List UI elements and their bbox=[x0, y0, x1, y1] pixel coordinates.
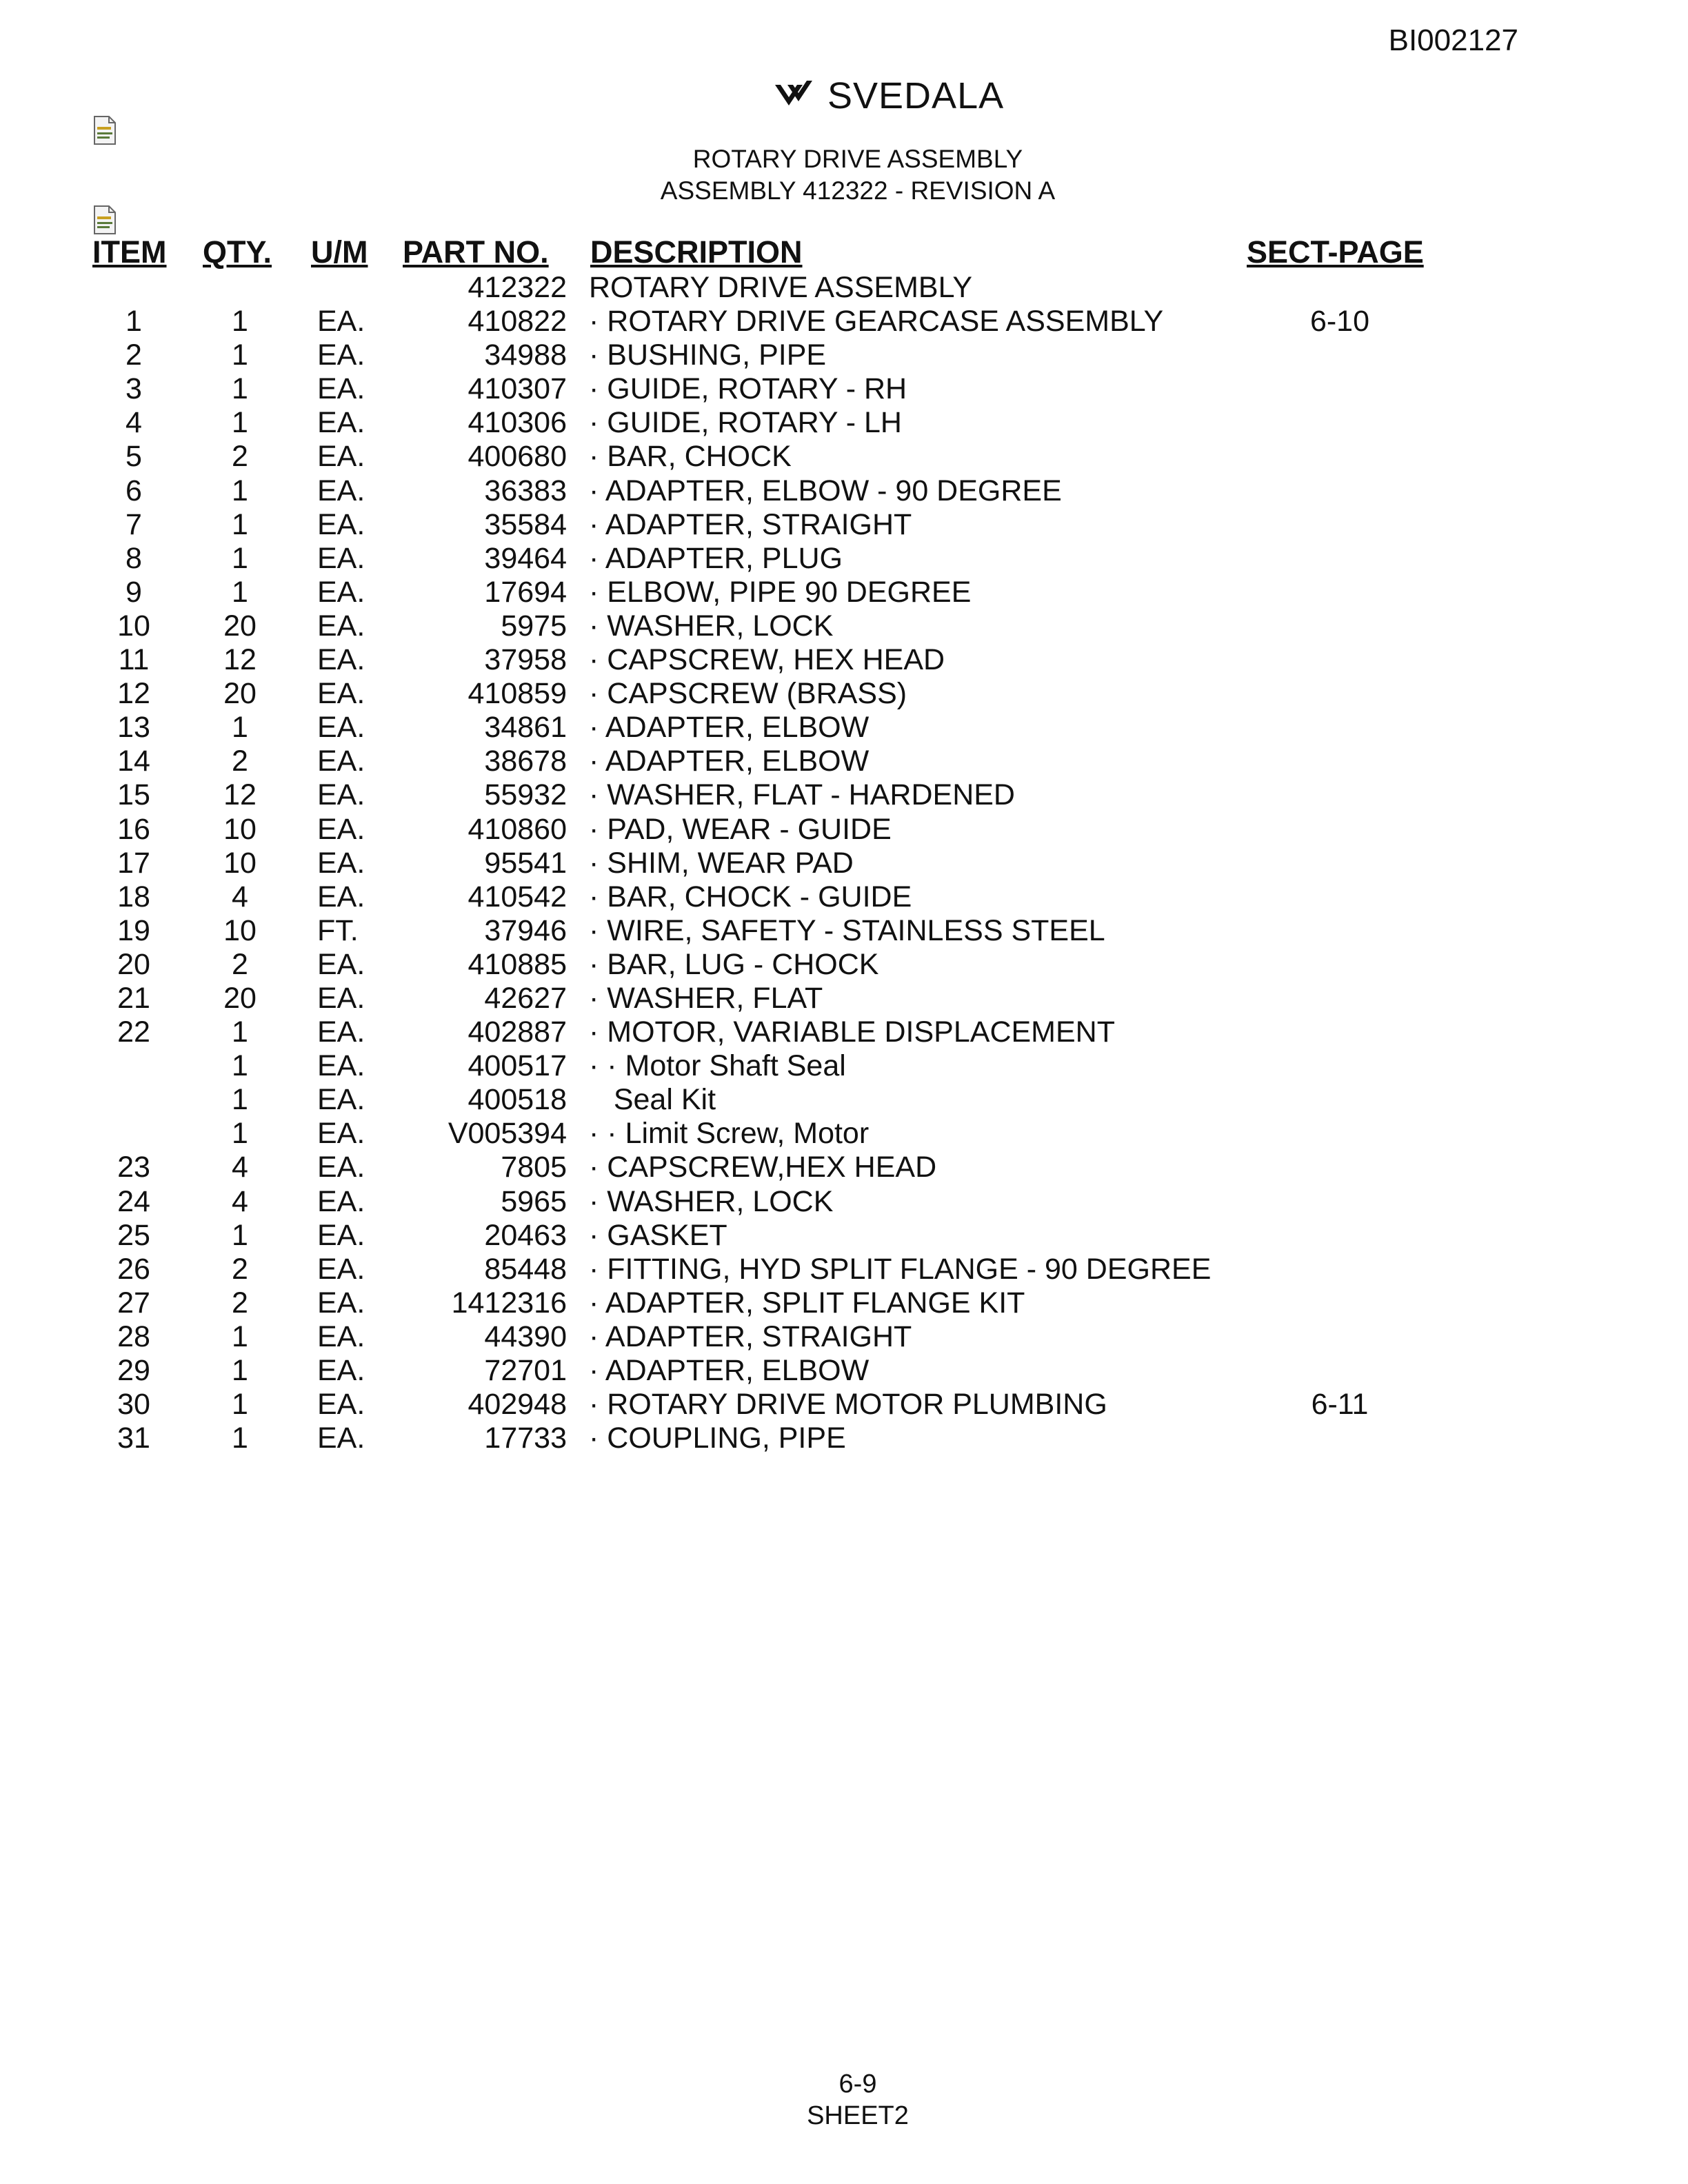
qty-cell: 1 bbox=[232, 541, 248, 575]
um-cell: EA. bbox=[317, 778, 365, 812]
part-no-cell: 17694 bbox=[484, 575, 567, 609]
sect-page-cell bbox=[1302, 1320, 1378, 1354]
item-cell: 21 bbox=[117, 981, 150, 1015]
svedala-logo bbox=[772, 74, 1004, 117]
um-cell: EA. bbox=[317, 1015, 365, 1049]
qty-cell: 1 bbox=[232, 575, 248, 609]
item-cell bbox=[103, 271, 164, 305]
item-cell: 30 bbox=[117, 1388, 150, 1422]
item-cell: 6 bbox=[125, 474, 142, 507]
part-no-cell: 410860 bbox=[468, 812, 567, 846]
um-cell: EA. bbox=[317, 440, 365, 474]
description-cell: ROTARY DRIVE ASSEMBLY bbox=[589, 271, 972, 304]
sect-page-cell bbox=[1302, 847, 1378, 880]
qty-cell: 1 bbox=[232, 1218, 248, 1252]
part-no-cell: 72701 bbox=[484, 1354, 567, 1387]
description-cell: · PAD, WEAR - GUIDE bbox=[589, 812, 892, 846]
sect-page-cell bbox=[1302, 643, 1378, 677]
description-cell: · ADAPTER, ELBOW bbox=[589, 711, 870, 745]
um-cell: EA. bbox=[317, 474, 365, 507]
sect-page-cell bbox=[1302, 813, 1378, 847]
item-cell: 28 bbox=[117, 1320, 150, 1353]
qty-cell: 2 bbox=[232, 1286, 248, 1320]
sect-page-cell: 6-10 bbox=[1309, 305, 1370, 338]
part-no-cell: 34861 bbox=[484, 711, 567, 745]
part-no-cell: 5965 bbox=[501, 1184, 567, 1218]
part-no-cell: 20463 bbox=[484, 1218, 567, 1252]
description-cell: · WASHER, FLAT - HARDENED bbox=[589, 778, 1015, 812]
description-cell: · WASHER, LOCK bbox=[589, 609, 834, 643]
part-no-cell: 412322 bbox=[468, 271, 567, 304]
item-cell: 12 bbox=[117, 677, 150, 711]
item-cell: 15 bbox=[117, 778, 150, 812]
item-cell: 22 bbox=[117, 1015, 150, 1049]
description-cell: · SHIM, WEAR PAD bbox=[589, 846, 854, 880]
page-title: ROTARY DRIVE ASSEMBLY bbox=[692, 145, 1023, 173]
svedala-logo-icon bbox=[772, 78, 825, 114]
description-cell: · WASHER, LOCK bbox=[589, 1184, 834, 1218]
sect-page-cell bbox=[1302, 271, 1378, 305]
qty-cell: 1 bbox=[232, 474, 248, 507]
header-description: DESCRIPTION bbox=[590, 234, 803, 270]
sect-page-cell bbox=[1302, 1185, 1378, 1219]
item-cell: 3 bbox=[125, 372, 142, 406]
um-cell bbox=[317, 271, 365, 305]
description-cell: · CAPSCREW, HEX HEAD bbox=[589, 643, 945, 677]
qty-cell: 12 bbox=[223, 643, 257, 677]
um-cell: EA. bbox=[317, 1252, 365, 1286]
description-cell: · BUSHING, PIPE bbox=[589, 338, 827, 372]
um-cell: EA. bbox=[317, 1218, 365, 1252]
item-cell: 14 bbox=[117, 745, 150, 778]
description-cell: · CAPSCREW (BRASS) bbox=[589, 677, 907, 711]
qty-cell: 2 bbox=[232, 1252, 248, 1286]
item-cell: 27 bbox=[117, 1286, 150, 1320]
header-um: U/M bbox=[311, 234, 368, 270]
part-no-cell: 7805 bbox=[501, 1151, 567, 1184]
sect-page-cell bbox=[1302, 542, 1378, 576]
sect-page-cell bbox=[1302, 474, 1378, 508]
um-cell: EA. bbox=[317, 372, 365, 406]
um-cell: EA. bbox=[317, 880, 365, 913]
sect-page-cell: 6-11 bbox=[1311, 1388, 1369, 1422]
description-cell: · ADAPTER, STRAIGHT bbox=[589, 1320, 912, 1353]
sect-page-cell bbox=[1302, 1253, 1378, 1286]
sect-page-cell bbox=[1302, 1049, 1378, 1083]
um-cell: EA. bbox=[317, 1151, 365, 1184]
um-cell: EA. bbox=[317, 1422, 365, 1455]
um-cell: EA. bbox=[317, 541, 365, 575]
header-sect-page: SECT-PAGE bbox=[1247, 234, 1424, 270]
um-cell: EA. bbox=[317, 677, 365, 711]
description-cell: · FITTING, HYD SPLIT FLANGE - 90 DEGREE bbox=[589, 1252, 1212, 1286]
qty-cell: 1 bbox=[232, 1422, 248, 1455]
item-cell bbox=[103, 1117, 164, 1151]
qty-cell: 1 bbox=[232, 507, 248, 541]
header-item: ITEM bbox=[92, 234, 167, 270]
um-cell: EA. bbox=[317, 812, 365, 846]
item-cell: 9 bbox=[125, 575, 142, 609]
part-no-cell: 410859 bbox=[468, 677, 567, 711]
description-cell: · ADAPTER, ELBOW bbox=[589, 745, 870, 778]
document-icon[interactable] bbox=[92, 205, 117, 234]
document-id: BI002127 bbox=[1388, 23, 1518, 57]
sect-page-cell bbox=[1302, 880, 1378, 914]
qty-cell: 10 bbox=[223, 812, 257, 846]
description-cell: · CAPSCREW,HEX HEAD bbox=[589, 1151, 937, 1184]
description-cell: · GUIDE, ROTARY - RH bbox=[589, 372, 907, 406]
description-cell: · WIRE, SAFETY - STAINLESS STEEL bbox=[589, 913, 1105, 947]
qty-cell: 1 bbox=[232, 1388, 248, 1422]
sect-page-cell bbox=[1302, 372, 1378, 406]
qty-cell: 4 bbox=[232, 1151, 248, 1184]
item-cell: 23 bbox=[117, 1151, 150, 1184]
um-cell: FT. bbox=[317, 913, 359, 947]
sect-page-cell bbox=[1302, 778, 1378, 812]
description-cell: · ROTARY DRIVE GEARCASE ASSEMBLY bbox=[589, 305, 1164, 338]
qty-cell: 1 bbox=[232, 1015, 248, 1049]
item-cell: 29 bbox=[117, 1354, 150, 1387]
item-cell: 31 bbox=[117, 1422, 150, 1455]
part-no-cell: 36383 bbox=[484, 474, 567, 507]
part-no-cell: 17733 bbox=[484, 1422, 567, 1455]
um-cell: EA. bbox=[317, 745, 365, 778]
qty-cell: 1 bbox=[232, 1083, 248, 1117]
part-no-cell: 85448 bbox=[484, 1252, 567, 1286]
item-cell: 10 bbox=[117, 609, 150, 643]
item-cell: 25 bbox=[117, 1218, 150, 1252]
part-no-cell: 410542 bbox=[468, 880, 567, 913]
part-no-cell: 44390 bbox=[484, 1320, 567, 1353]
qty-cell: 2 bbox=[232, 745, 248, 778]
description-cell: · ADAPTER, PLUG bbox=[589, 541, 843, 575]
qty-cell: 1 bbox=[232, 1320, 248, 1353]
description-cell: Seal Kit bbox=[589, 1083, 716, 1117]
part-no-cell: 37946 bbox=[484, 913, 567, 947]
qty-cell: 2 bbox=[232, 440, 248, 474]
header-qty: QTY. bbox=[203, 234, 272, 270]
um-cell: EA. bbox=[317, 305, 365, 338]
qty-cell: 10 bbox=[223, 846, 257, 880]
um-cell: EA. bbox=[317, 1117, 365, 1151]
sect-page-cell bbox=[1302, 948, 1378, 982]
description-cell: · BAR, CHOCK bbox=[589, 440, 792, 474]
sect-page-cell bbox=[1302, 1219, 1378, 1253]
part-no-cell: 5975 bbox=[501, 609, 567, 643]
um-cell: EA. bbox=[317, 1083, 365, 1117]
qty-cell: 20 bbox=[223, 677, 257, 711]
qty-cell: 12 bbox=[223, 778, 257, 812]
header-part-no: PART NO. bbox=[403, 234, 549, 270]
um-cell: EA. bbox=[317, 507, 365, 541]
sect-page-cell bbox=[1302, 711, 1378, 745]
part-no-cell: 410306 bbox=[468, 406, 567, 440]
description-cell: · GASKET bbox=[589, 1218, 727, 1252]
part-no-cell: 400517 bbox=[468, 1049, 567, 1083]
part-no-cell: 95541 bbox=[484, 846, 567, 880]
sect-page-cell bbox=[1302, 406, 1378, 440]
part-no-cell: 42627 bbox=[484, 981, 567, 1015]
item-cell bbox=[103, 1083, 164, 1117]
description-cell: · COUPLING, PIPE bbox=[589, 1422, 846, 1455]
sect-page-column bbox=[1302, 271, 1378, 1455]
qty-cell: 20 bbox=[223, 609, 257, 643]
qty-cell: 1 bbox=[232, 1049, 248, 1083]
um-cell: EA. bbox=[317, 711, 365, 745]
um-cell: EA. bbox=[317, 1286, 365, 1320]
qty-cell: 4 bbox=[232, 880, 248, 913]
qty-cell: 1 bbox=[232, 338, 248, 372]
description-cell: · BAR, LUG - CHOCK bbox=[589, 947, 879, 981]
item-cell bbox=[103, 1049, 164, 1083]
description-cell: · ADAPTER, SPLIT FLANGE KIT bbox=[589, 1286, 1025, 1320]
description-cell: · ELBOW, PIPE 90 DEGREE bbox=[589, 575, 972, 609]
page-number: 6-9 bbox=[838, 2070, 877, 2099]
description-cell: · GUIDE, ROTARY - LH bbox=[589, 406, 902, 440]
item-cell: 18 bbox=[117, 880, 150, 913]
um-cell: EA. bbox=[317, 1184, 365, 1218]
sect-page-cell bbox=[1302, 914, 1378, 948]
part-no-cell: 402887 bbox=[468, 1015, 567, 1049]
um-cell: EA. bbox=[317, 846, 365, 880]
part-no-cell: 35584 bbox=[484, 507, 567, 541]
item-cell: 17 bbox=[117, 846, 150, 880]
sect-page-cell bbox=[1302, 508, 1378, 542]
qty-cell: 20 bbox=[223, 981, 257, 1015]
description-cell: · · Motor Shaft Seal bbox=[589, 1049, 846, 1083]
description-cell: · ADAPTER, ELBOW bbox=[589, 1354, 870, 1387]
part-no-cell: 400680 bbox=[468, 440, 567, 474]
um-cell: EA. bbox=[317, 575, 365, 609]
part-no-cell: 400518 bbox=[468, 1083, 567, 1117]
sect-page-cell bbox=[1302, 1286, 1378, 1320]
qty-column bbox=[212, 271, 268, 1455]
qty-cell: 10 bbox=[223, 913, 257, 947]
qty-cell: 1 bbox=[232, 1117, 248, 1151]
part-no-cell: 410885 bbox=[468, 947, 567, 981]
sect-page-cell bbox=[1302, 1015, 1378, 1049]
qty-cell: 1 bbox=[232, 1354, 248, 1387]
qty-cell: 4 bbox=[232, 1184, 248, 1218]
qty-cell: 2 bbox=[232, 947, 248, 981]
item-cell: 16 bbox=[117, 812, 150, 846]
sect-page-cell bbox=[1302, 677, 1378, 711]
um-cell: EA. bbox=[317, 338, 365, 372]
part-no-cell: 34988 bbox=[484, 338, 567, 372]
um-cell: EA. bbox=[317, 406, 365, 440]
item-cell: 20 bbox=[117, 947, 150, 981]
um-cell: EA. bbox=[317, 1320, 365, 1353]
item-cell: 11 bbox=[118, 643, 150, 677]
um-cell: EA. bbox=[317, 1354, 365, 1387]
description-cell: · ADAPTER, STRAIGHT bbox=[589, 507, 912, 541]
sheet-label: SHEET2 bbox=[807, 2101, 909, 2130]
sect-page-cell bbox=[1302, 982, 1378, 1015]
sect-page-cell bbox=[1302, 1151, 1378, 1184]
um-cell: EA. bbox=[317, 609, 365, 643]
description-cell: · MOTOR, VARIABLE DISPLACEMENT bbox=[589, 1015, 1115, 1049]
item-cell: 24 bbox=[117, 1184, 150, 1218]
part-no-cell: 55932 bbox=[484, 778, 567, 812]
description-cell: · ROTARY DRIVE MOTOR PLUMBING bbox=[589, 1388, 1107, 1422]
item-cell: 5 bbox=[125, 440, 142, 474]
brand-name: SVEDALA bbox=[827, 75, 1005, 117]
page-subtitle: ASSEMBLY 412322 - REVISION A bbox=[660, 176, 1056, 205]
um-cell: EA. bbox=[317, 1388, 365, 1422]
sect-page-cell bbox=[1302, 609, 1378, 643]
sect-page-cell bbox=[1302, 1083, 1378, 1117]
sect-page-cell bbox=[1302, 1422, 1378, 1455]
part-no-cell: 402948 bbox=[468, 1388, 567, 1422]
sect-page-cell bbox=[1302, 1117, 1378, 1151]
part-no-cell: 38678 bbox=[484, 745, 567, 778]
item-cell: 26 bbox=[117, 1252, 150, 1286]
sect-page-cell bbox=[1302, 745, 1378, 778]
part-no-cell: 39464 bbox=[484, 541, 567, 575]
qty-cell: 1 bbox=[232, 406, 248, 440]
description-column bbox=[589, 271, 1211, 1455]
sect-page-cell bbox=[1302, 338, 1378, 372]
um-column bbox=[317, 271, 365, 1455]
description-cell: · BAR, CHOCK - GUIDE bbox=[589, 880, 912, 913]
description-cell: · ADAPTER, ELBOW - 90 DEGREE bbox=[589, 474, 1062, 507]
item-cell: 8 bbox=[125, 541, 142, 575]
item-cell: 2 bbox=[125, 338, 142, 372]
qty-cell: 1 bbox=[232, 372, 248, 406]
document-icon[interactable] bbox=[92, 116, 117, 145]
qty-cell: 1 bbox=[232, 711, 248, 745]
part-no-cell: 1412316 bbox=[451, 1286, 567, 1320]
um-cell: EA. bbox=[317, 981, 365, 1015]
um-cell: EA. bbox=[317, 1049, 365, 1083]
part-no-cell: 410307 bbox=[468, 372, 567, 406]
description-cell: · WASHER, FLAT bbox=[589, 981, 823, 1015]
description-cell: · · Limit Screw, Motor bbox=[589, 1117, 870, 1151]
sect-page-cell bbox=[1302, 440, 1378, 474]
item-cell: 19 bbox=[117, 913, 150, 947]
part-no-cell: 37958 bbox=[484, 643, 567, 677]
um-cell: EA. bbox=[317, 643, 365, 677]
sect-page-cell bbox=[1302, 576, 1378, 609]
part-no-column bbox=[386, 271, 567, 1455]
um-cell: EA. bbox=[317, 947, 365, 981]
item-column bbox=[103, 271, 164, 1455]
part-no-cell: V005394 bbox=[448, 1117, 567, 1151]
item-cell: 1 bbox=[125, 305, 142, 338]
item-cell: 13 bbox=[117, 711, 150, 745]
sect-page-cell bbox=[1302, 1354, 1378, 1388]
qty-cell bbox=[212, 271, 268, 305]
item-cell: 4 bbox=[125, 406, 142, 440]
qty-cell: 1 bbox=[232, 305, 248, 338]
part-no-cell: 410822 bbox=[468, 305, 567, 338]
item-cell: 7 bbox=[125, 507, 142, 541]
